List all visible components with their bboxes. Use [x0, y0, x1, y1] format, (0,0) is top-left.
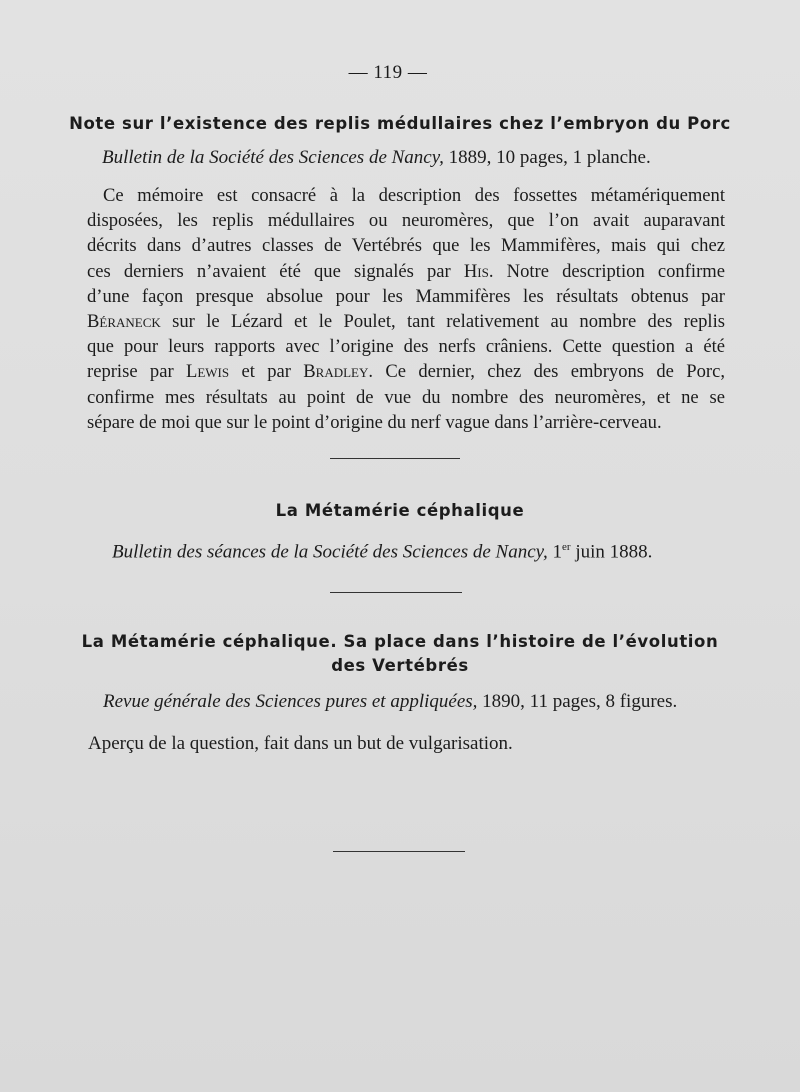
paragraph-line: sépare de moi que sur le point d’origine du nerf vague dans l’arrière-cerveau. [87, 411, 662, 433]
section-divider [330, 458, 460, 459]
text-run: . Ce dernier, chez des embryons de Porc, [368, 361, 725, 383]
text-run: ces derniers n’avaient été que signalés par [87, 260, 464, 282]
paragraph-line: confirme mes résultats au point de vue du nombre des neuromères, et ne se [87, 386, 725, 408]
section-2-citation [112, 535, 652, 564]
section-2-citation-details: juin 1888. [570, 541, 653, 563]
paragraph-line [87, 359, 725, 384]
text-run: sur le Lézard et le Poulet, tant relativement au nombre des replis [160, 311, 725, 333]
section-2-citation-sup: er [562, 541, 571, 553]
author-beraneck: Béraneck [87, 311, 161, 333]
text-run: . Notre description confirme [488, 260, 725, 282]
section-2-citation-day: 1 [547, 541, 563, 563]
section-3-citation-journal: Revue générale des Sciences pures et appliquées, [103, 691, 478, 712]
section-3-citation-details: 1890, 11 pages, 8 figures. [477, 691, 678, 712]
paragraph-line: Ce mémoire est consacré à la description des fossettes métamériquement [103, 185, 725, 206]
paragraph-line [87, 309, 725, 334]
text-run: et par [229, 361, 304, 383]
section-3-paragraph: Aperçu de la question, fait dans un but de vulgarisation. [88, 733, 513, 754]
section-divider [330, 592, 462, 593]
section-3-title-line-2: des Vertébrés [331, 656, 469, 675]
text-run: reprise par [87, 361, 186, 383]
section-divider [333, 851, 465, 852]
paragraph-line [87, 259, 725, 284]
author-his: His [463, 260, 489, 282]
author-bradley: Bradley [303, 361, 369, 383]
section-2-citation-journal: Bulletin des séances de la Société des Sciences de Nancy, [112, 541, 548, 563]
section-1-paragraph [87, 183, 725, 435]
author-lewis: Lewis [185, 361, 230, 383]
paragraph-line: d’une façon presque absolue pour les Mammifères les résultats obtenus par [87, 285, 725, 307]
section-3-title-line-1: La Métamérie céphalique. Sa place dans l’histoire de l’évolution [81, 632, 719, 651]
paragraph-line: décrits dans d’autres classes de Vertébrés que les Mammifères, mais qui chez [87, 235, 725, 257]
section-1-title: Note sur l’existence des replis médullaires chez l’embryon du Porc [69, 114, 731, 133]
section-1-citation-details: 1889, 10 pages, 1 planche. [443, 147, 651, 168]
section-1-citation [102, 146, 651, 170]
paragraph-line: disposées, les replis médullaires ou neuromères, que l’on avait auparavant [87, 210, 725, 232]
section-2-title: La Métamérie céphalique [275, 501, 525, 520]
section-3-citation [103, 690, 677, 714]
page-number: — 119 — [348, 62, 428, 83]
section-1-citation-journal: Bulletin de la Société des Sciences de Nancy, [102, 147, 444, 168]
paragraph-line: que pour leurs rapports avec l’origine des nerfs crâniens. Cette question a été [87, 336, 725, 358]
